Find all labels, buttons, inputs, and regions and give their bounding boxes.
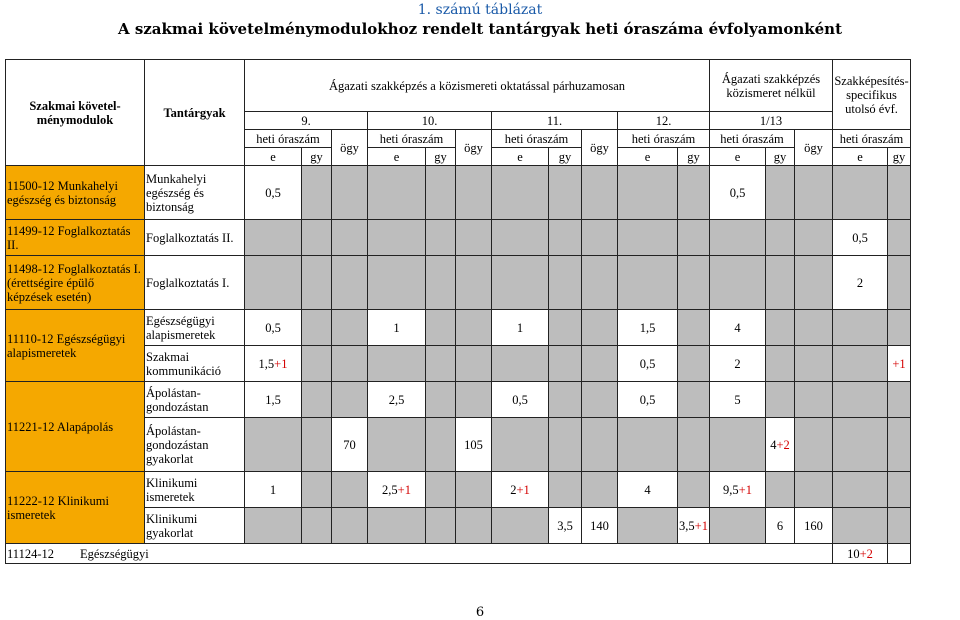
- header-parallel: Ágazati szakképzés a közismereti oktatással párhuzamosan: [245, 60, 710, 112]
- gy-10: gy: [426, 148, 456, 166]
- module-11221: 11221-12 Alapápolás: [6, 382, 145, 472]
- e-12: e: [618, 148, 678, 166]
- header-subject: Tantárgyak: [145, 60, 245, 166]
- subject-klinikumi-ismeretek: Klinikumi ismeretek: [145, 472, 245, 508]
- cell: 6: [766, 508, 795, 544]
- cell: 4: [710, 310, 766, 346]
- gy-11: gy: [549, 148, 582, 166]
- cell: 70: [332, 418, 368, 472]
- cell: 1: [245, 472, 302, 508]
- heti-12: heti óraszám: [618, 130, 710, 148]
- subject-foglalkoztatas-1: Foglalkoztatás I.: [145, 256, 245, 310]
- ogy-11: ögy: [582, 130, 618, 166]
- ogy-9: ögy: [332, 130, 368, 166]
- e-11: e: [492, 148, 549, 166]
- table-title: A szakmai követelménymodulokhoz rendelt tantárgyak heti óraszáma évfolyamonként: [117, 20, 843, 38]
- cell: 160: [795, 508, 833, 544]
- cell: 4: [618, 472, 678, 508]
- cell: 3,5: [549, 508, 582, 544]
- subject-klinikumi-gyakorlat: Klinikumi gyakorlat: [145, 508, 245, 544]
- subject-foglalkoztatas-2: Foglalkoztatás II.: [145, 220, 245, 256]
- heti-11: heti óraszám: [492, 130, 582, 148]
- curriculum-table: [5, 59, 911, 564]
- cell: 2: [710, 346, 766, 382]
- cell: 9,5+1: [710, 472, 766, 508]
- subject-apolastan-gyakorlat: Ápolástan-gondozástan gyakorlat: [145, 418, 245, 472]
- year-1-13: 1/13: [710, 112, 833, 130]
- gy-13: gy: [766, 148, 795, 166]
- cell: 0,5: [245, 166, 302, 220]
- year-11: 11.: [492, 112, 618, 130]
- module-11110: 11110-12 Egészségügyi alapismeretek: [6, 310, 145, 382]
- gy-9: gy: [302, 148, 332, 166]
- cell: 0,5: [618, 346, 678, 382]
- e-10: e: [368, 148, 426, 166]
- ogy-10: ögy: [456, 130, 492, 166]
- subject-szakmai-kommunikacio: Szakmai kommunikáció: [145, 346, 245, 382]
- cell: 140: [582, 508, 618, 544]
- heti-13: heti óraszám: [710, 130, 795, 148]
- cell: 0,5: [710, 166, 766, 220]
- module-11222: 11222-12 Klinikumi ismeretek: [6, 472, 145, 544]
- e-9: e: [245, 148, 302, 166]
- e-last: e: [833, 148, 888, 166]
- cell: 1: [368, 310, 426, 346]
- module-11499: 11499-12 Foglalkoztatás II.: [6, 220, 145, 256]
- year-10: 10.: [368, 112, 492, 130]
- cell: 2,5: [368, 382, 426, 418]
- cell: 1,5: [618, 310, 678, 346]
- cell: 4+2: [766, 418, 795, 472]
- header-specific: Szakképesítés-specifikus utolsó évf.: [833, 60, 911, 130]
- header-module: Szakmai követel-ménymodulok: [6, 60, 145, 166]
- cell: 2: [833, 256, 888, 310]
- subject-apolastan: Ápolástan-gondozástan: [145, 382, 245, 418]
- year-12: 12.: [618, 112, 710, 130]
- cell: 1,5: [245, 382, 302, 418]
- gy-12: gy: [678, 148, 710, 166]
- cell: 0,5: [492, 382, 549, 418]
- table-number: 1. számú táblázat: [417, 2, 543, 18]
- cell: 1,5+1: [245, 346, 302, 382]
- module-11500: 11500-12 Munkahelyi egészség és biztonság: [6, 166, 145, 220]
- cell: 1: [492, 310, 549, 346]
- year-9: 9.: [245, 112, 368, 130]
- module-11124: 11124-12 Egészségügyi: [6, 544, 833, 564]
- header-no-general: Ágazati szakképzés közismeret nélkül: [710, 60, 833, 112]
- cell: 3,5+1: [678, 508, 710, 544]
- e-13: e: [710, 148, 766, 166]
- subject-egeszsegugyi-alap: Egészségügyi alapismeretek: [145, 310, 245, 346]
- cell: 2+1: [492, 472, 549, 508]
- cell: +1: [888, 346, 911, 382]
- cell: 105: [456, 418, 492, 472]
- cell: 5: [710, 382, 766, 418]
- page-number: 6: [475, 605, 485, 620]
- cell: 10+2: [833, 544, 888, 564]
- heti-last: heti óraszám: [833, 130, 911, 148]
- heti-9: heti óraszám: [245, 130, 332, 148]
- cell: 0,5: [833, 220, 888, 256]
- module-11498: 11498-12 Foglalkoztatás I. (érettségire épülő képzések esetén): [6, 256, 145, 310]
- gy-last: gy: [888, 148, 911, 166]
- cell: 2,5+1: [368, 472, 426, 508]
- subject-munkahelyi: Munkahelyi egészség és biztonság: [145, 166, 245, 220]
- ogy-13: ögy: [795, 130, 833, 166]
- cell: 0,5: [245, 310, 302, 346]
- heti-10: heti óraszám: [368, 130, 456, 148]
- cell: 0,5: [618, 382, 678, 418]
